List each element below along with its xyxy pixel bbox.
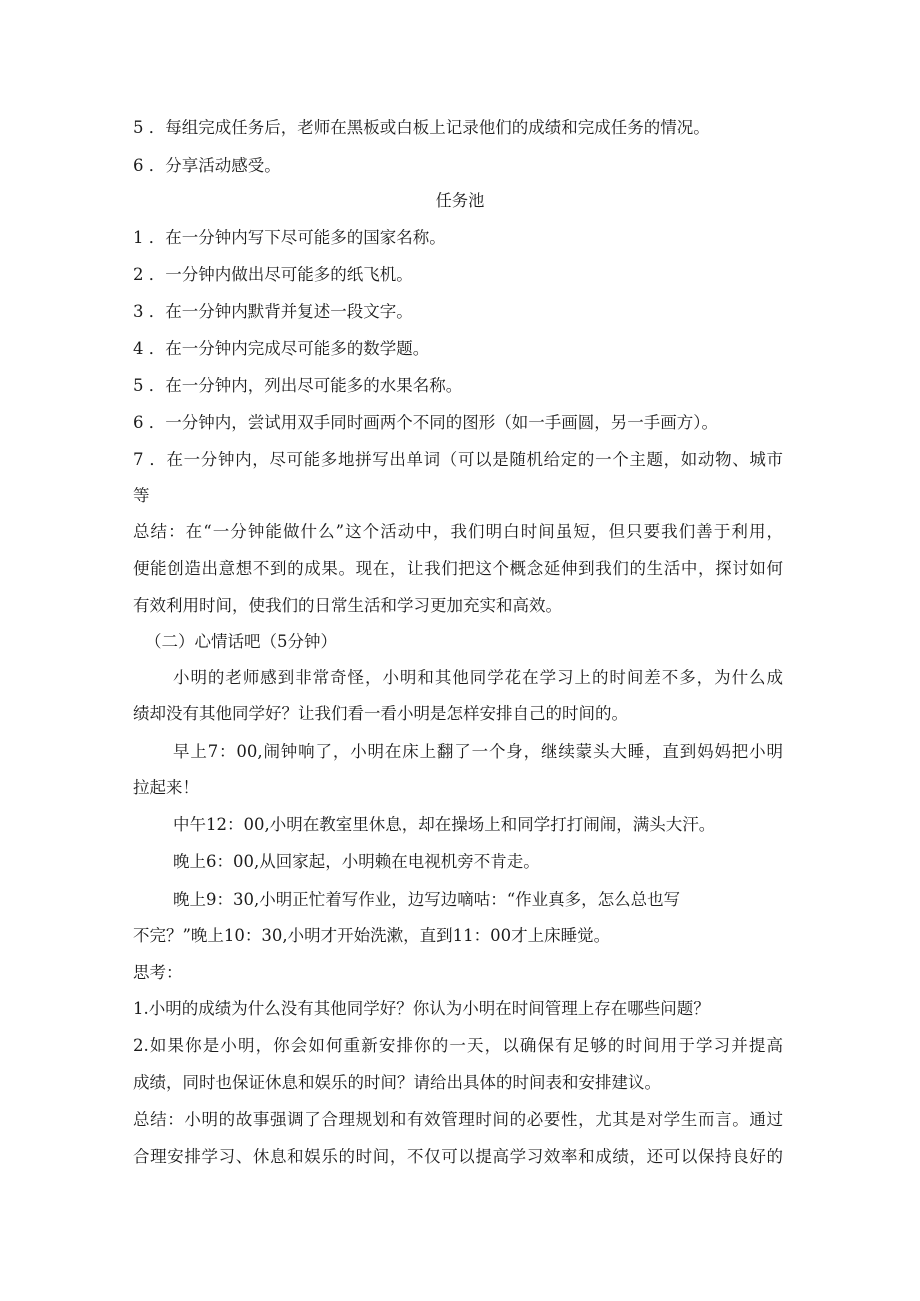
summary-1-line-2: 便能创造出意想不到的成果。现在，让我们把这个概念延伸到我们的生活中，探讨如何 [133,559,783,578]
task-item-7: 7 ．在一分钟内，尽可能多地拼写出单词（可以是随机给定的一个主题，如动物、城市 [133,450,783,469]
task-item-7-continued: 等 [133,486,150,505]
activity-step-6: 6 ．分享活动感受。 [133,156,281,175]
thinking-question-2-line-2: 成绩，同时也保证休息和娱乐的时间？请给出具体的时间表和安排建议。 [133,1073,661,1092]
story-evening-10: 不完？”晚上10：30,小明才开始洗漱，直到11：00才上床睡觉。 [133,926,611,945]
story-morning-continued: 拉起来！ [133,778,199,797]
task-pool-title: 任务池 [435,191,485,210]
story-line-1: 小明的老师感到非常奇怪，小明和其他同学花在学习上的时间差不多，为什么成 [173,668,783,687]
story-evening-6: 晚上6：00,从回家起，小明赖在电视机旁不肯走。 [173,852,540,871]
summary-1-line-3: 有效利用时间，使我们的日常生活和学习更加充实和高效。 [133,596,562,615]
activity-step-5: 5 ．每组完成任务后，老师在黑板或白板上记录他们的成绩和完成任务的情况。 [133,118,710,137]
section-2-heading: （二）心情话吧（5分钟） [145,632,337,651]
task-item-6: 6 ．一分钟内，尝试用双手同时画两个不同的图形（如一手画圆，另一手画方）。 [133,413,718,432]
task-item-3: 3 ．在一分钟内默背并复述一段文字。 [133,302,413,321]
summary-2-line-1: 总结：小明的故事强调了合理规划和有效管理时间的必要性，尤其是对学生而言。通过 [133,1110,783,1129]
thinking-label: 思考： [133,963,183,982]
summary-1-line-1: 总结：在“一分钟能做什么”这个活动中，我们明白时间虽短，但只要我们善于利用， [133,522,783,541]
task-item-5: 5 ．在一分钟内，列出尽可能多的水果名称。 [133,376,463,395]
task-item-2: 2 ．一分钟内做出尽可能多的纸飞机。 [133,265,413,284]
summary-2-line-2: 合理安排学习、休息和娱乐的时间，不仅可以提高学习效率和成绩，还可以保持良好的 [133,1147,783,1166]
thinking-question-2-line-1: 2.如果你是小明，你会如何重新安排你的一天，以确保有足够的时间用于学习并提高 [133,1036,783,1055]
story-evening-9: 晚上9：30,小明正忙着写作业，边写边嘀咕：“作业真多，怎么总也写 [173,890,681,909]
task-item-1: 1 ．在一分钟内写下尽可能多的国家名称。 [133,228,446,247]
story-noon: 中午12：00,小明在教室里休息，却在操场上和同学打打闹闹，满头大汗。 [173,815,716,834]
thinking-question-1: 1.小明的成绩为什么没有其他同学好？你认为小明在时间管理上存在哪些问题？ [133,999,710,1018]
story-morning: 早上7：00,闹钟响了，小明在床上翻了一个身，继续蒙头大睡，直到妈妈把小明 [173,742,783,761]
task-item-4: 4 ．在一分钟内完成尽可能多的数学题。 [133,339,430,358]
story-line-2: 绩却没有其他同学好？让我们看一看小明是怎样安排自己的时间的。 [133,704,628,723]
